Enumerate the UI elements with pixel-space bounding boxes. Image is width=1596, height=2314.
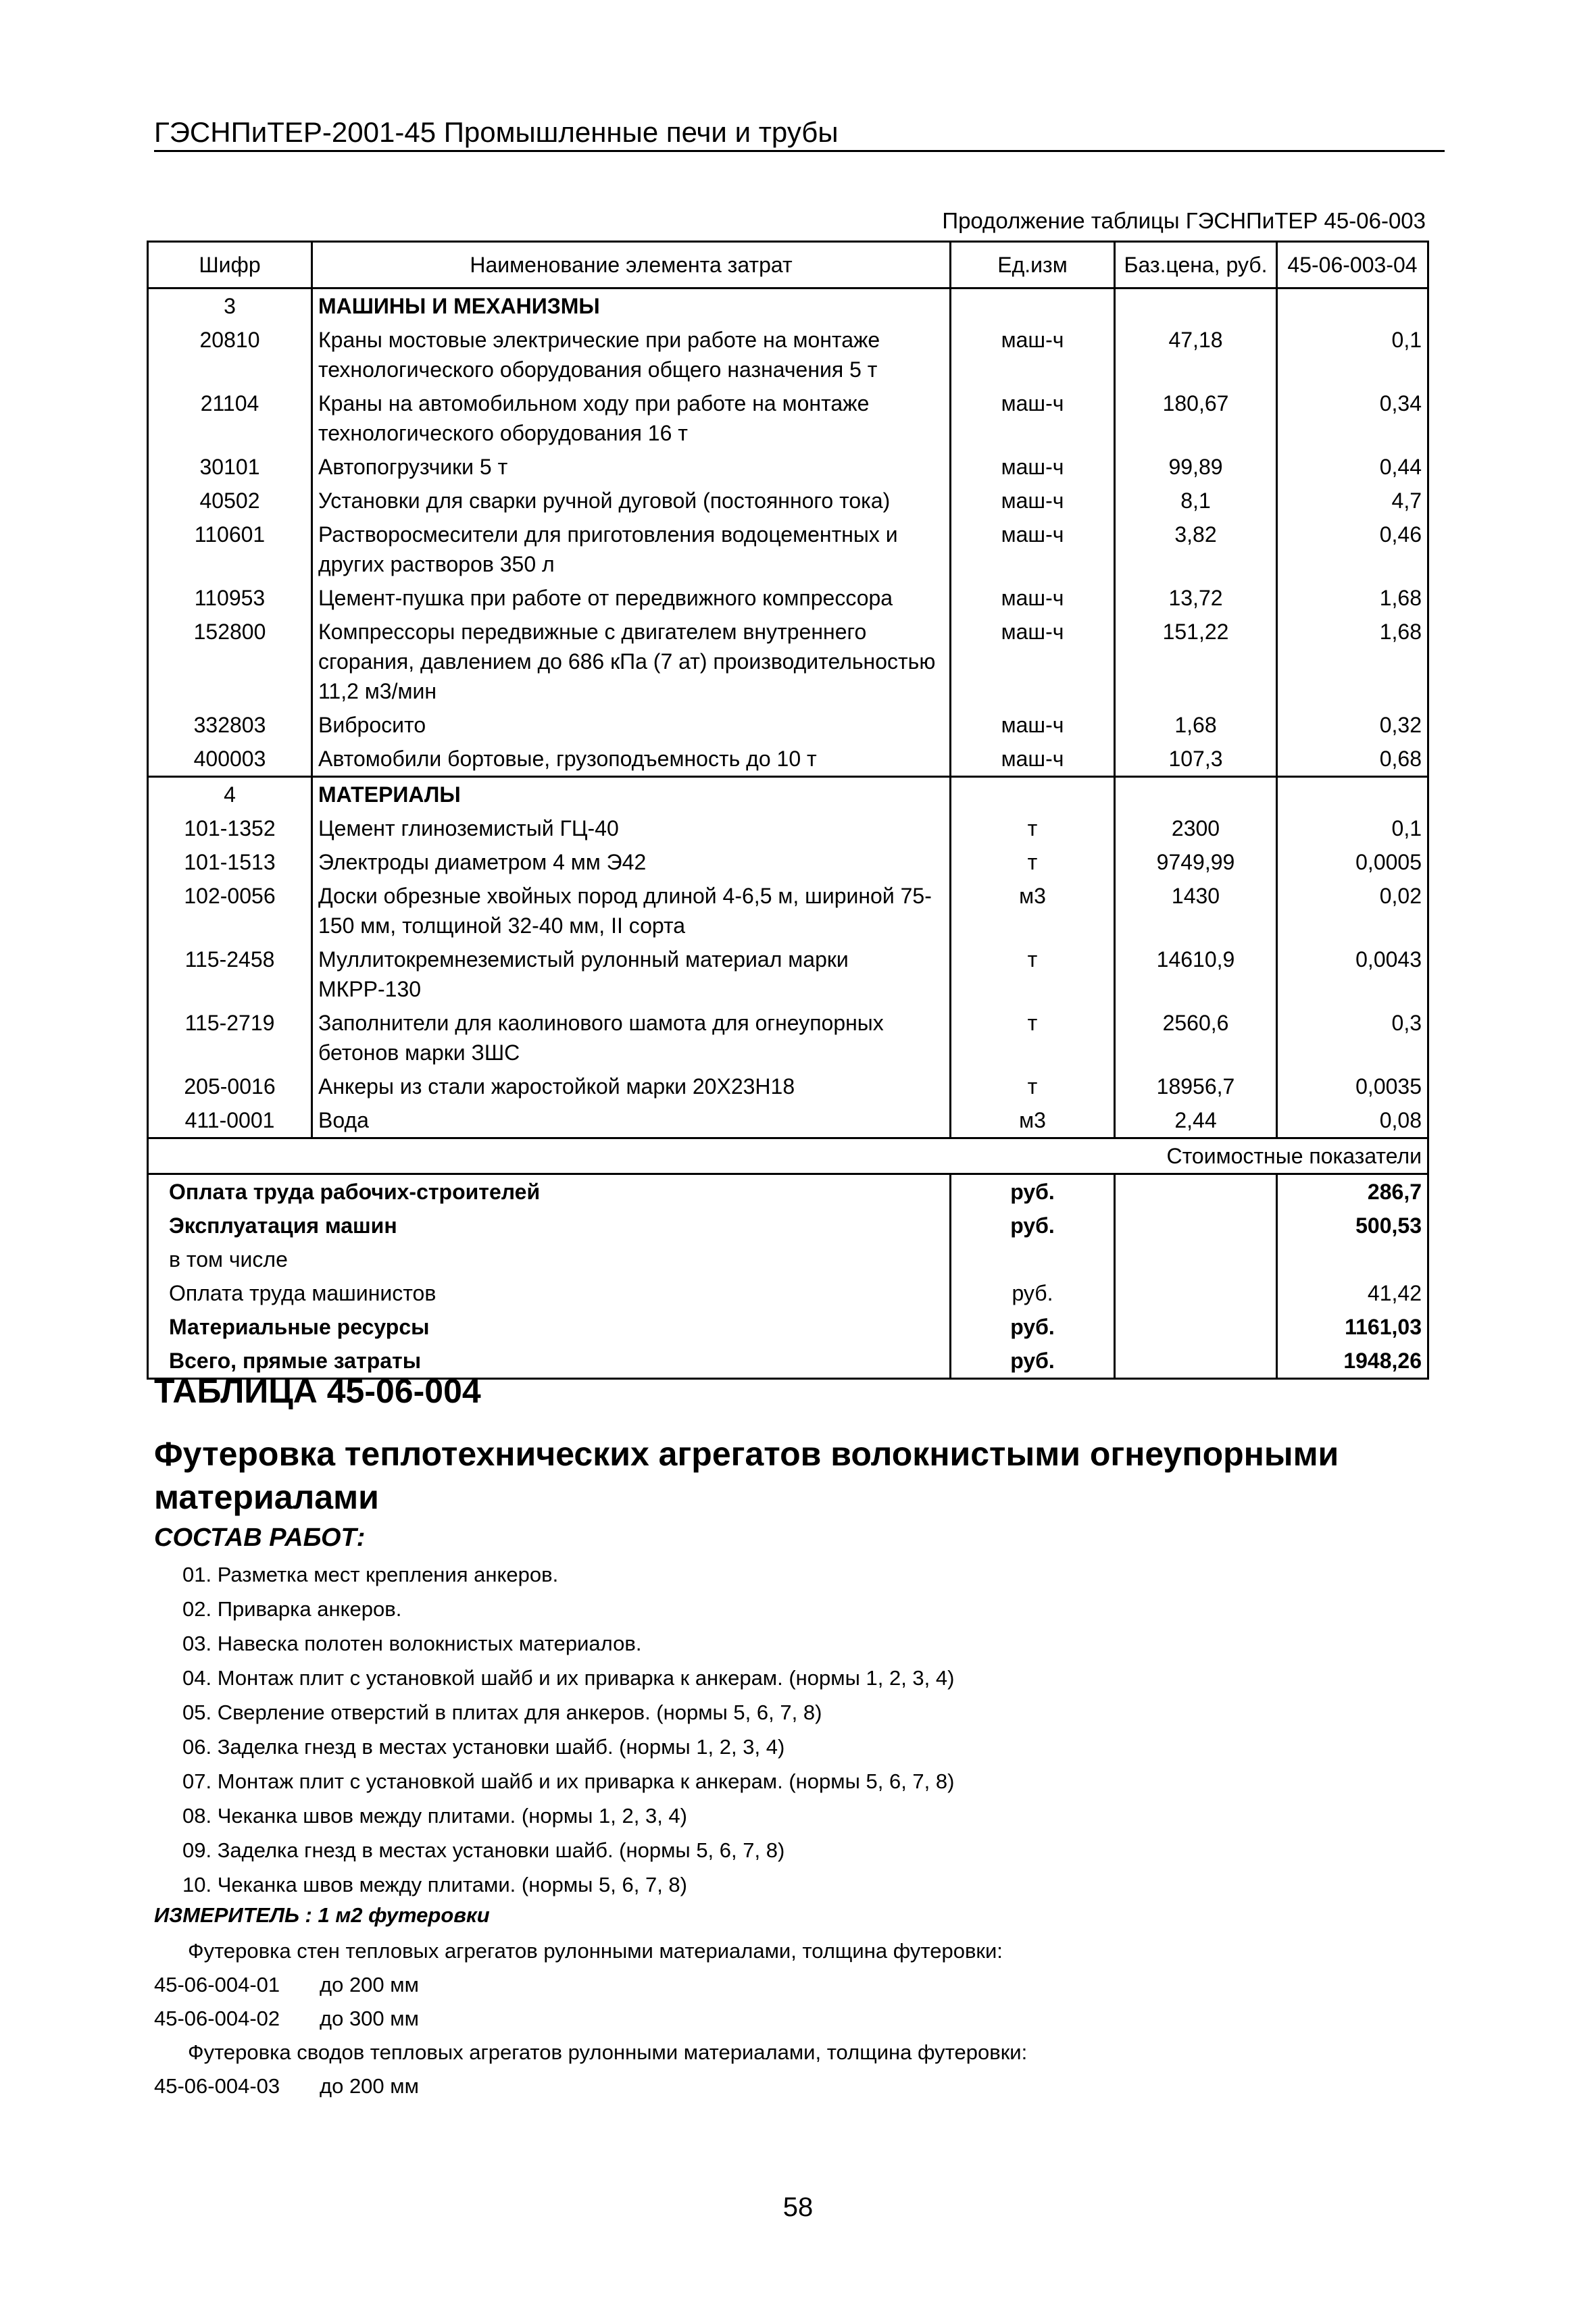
resource-code: 115-2719: [148, 1006, 312, 1070]
summary-label: Оплата труда машинистов: [148, 1276, 951, 1310]
resource-name: Установки для сварки ручной дуговой (постоянного тока): [312, 484, 951, 518]
resource-code: 205-0016: [148, 1070, 312, 1103]
summary-unit: [951, 1242, 1115, 1276]
resource-price: 99,89: [1115, 450, 1277, 484]
table-row: [148, 386, 1428, 450]
table-header-row: [148, 242, 1428, 288]
resource-unit: маш-ч: [951, 615, 1115, 708]
summary-unit: руб.: [951, 1174, 1115, 1209]
works-label: СОСТАВ РАБОТ:: [154, 1524, 366, 1552]
resource-table: [147, 241, 1429, 1380]
resource-name: Вода: [312, 1103, 951, 1138]
resource-unit: м3: [951, 1103, 1115, 1138]
table-row: [148, 942, 1428, 1006]
col-header-code: Шифр: [148, 242, 312, 288]
work-item: 04. Монтаж плит с установкой шайб и их приварка к анкерам. (нормы 1, 2, 3, 4): [182, 1666, 955, 1690]
resource-name: Электроды диаметром 4 мм Э42: [312, 845, 951, 879]
table-row: [148, 1070, 1428, 1103]
resource-unit: маш-ч: [951, 708, 1115, 742]
resource-norm: 0,02: [1277, 879, 1428, 942]
resource-norm: 0,0005: [1277, 845, 1428, 879]
section-row: [148, 777, 1428, 812]
resource-price: 47,18: [1115, 323, 1277, 386]
resource-unit: т: [951, 1070, 1115, 1103]
resource-norm: 4,7: [1277, 484, 1428, 518]
work-item: 05. Сверление отверстий в плитах для анкеров. (нормы 5, 6, 7, 8): [182, 1701, 822, 1724]
resource-code: 101-1352: [148, 811, 312, 845]
section-number: 3: [148, 288, 312, 324]
summary-label: в том числе: [148, 1242, 951, 1276]
section-number: 4: [148, 777, 312, 812]
table-row: [148, 879, 1428, 942]
resource-price: 180,67: [1115, 386, 1277, 450]
table-row: [148, 742, 1428, 777]
summary-label: Всего, прямые затраты: [148, 1344, 951, 1379]
resource-name: Автомобили бортовые, грузоподъемность до 10 т: [312, 742, 951, 777]
resource-code: 110601: [148, 518, 312, 581]
norm-row: [154, 2074, 419, 2098]
table-row: [148, 1103, 1428, 1138]
work-item: 06. Заделка гнезд в местах установки шайб. (нормы 1, 2, 3, 4): [182, 1735, 785, 1759]
empty-cell: [1115, 1209, 1277, 1242]
resource-name: Краны мостовые электрические при работе на монтаже технологического оборудования общего назначения 5 т: [312, 323, 951, 386]
summary-row: [148, 1242, 1428, 1276]
empty-cell: [951, 777, 1115, 812]
summary-unit: руб.: [951, 1209, 1115, 1242]
empty-cell: [1115, 777, 1277, 812]
resource-norm: 0,68: [1277, 742, 1428, 777]
next-table-title: ТАБЛИЦА 45-06-004: [154, 1372, 481, 1410]
norm-text: до 200 мм: [320, 1973, 419, 1996]
resource-unit: маш-ч: [951, 323, 1115, 386]
summary-value: 286,7: [1277, 1174, 1428, 1209]
summary-unit: руб.: [951, 1310, 1115, 1344]
norm-code: 45-06-004-03: [154, 2074, 280, 2098]
work-item: 10. Чеканка швов между плитами. (нормы 5, 6, 7, 8): [182, 1873, 687, 1896]
resource-unit: маш-ч: [951, 581, 1115, 615]
walls-description: Футеровка стен тепловых агрегатов рулонными материалами, толщина футеровки:: [188, 1939, 1003, 1963]
resource-name: Заполнители для каолинового шамота для огнеупорных бетонов марки ЗШС: [312, 1006, 951, 1070]
resource-price: 3,82: [1115, 518, 1277, 581]
norm-code: 45-06-004-01: [154, 1973, 280, 1996]
resource-unit: т: [951, 942, 1115, 1006]
vaults-description: Футеровка сводов тепловых агрегатов рулонными материалами, толщина футеровки:: [188, 2040, 1028, 2064]
resource-name: Доски обрезные хвойных пород длиной 4-6,5 м, шириной 75-150 мм, толщиной 32-40 мм, II сорта: [312, 879, 951, 942]
resource-norm: 0,34: [1277, 386, 1428, 450]
resource-price: 151,22: [1115, 615, 1277, 708]
resource-code: 101-1513: [148, 845, 312, 879]
table-row: [148, 484, 1428, 518]
resource-name: Цемент глиноземистый ГЦ-40: [312, 811, 951, 845]
col-header-norm: 45-06-003-04: [1277, 242, 1428, 288]
section-name: МАШИНЫ И МЕХАНИЗМЫ: [312, 288, 951, 324]
resource-code: 332803: [148, 708, 312, 742]
resource-unit: т: [951, 845, 1115, 879]
resource-norm: 0,1: [1277, 323, 1428, 386]
resource-unit: маш-ч: [951, 386, 1115, 450]
resource-code: 411-0001: [148, 1103, 312, 1138]
table-row: [148, 811, 1428, 845]
resource-name: Краны на автомобильном ходу при работе на монтаже технологического оборудования 16 т: [312, 386, 951, 450]
resource-price: 14610,9: [1115, 942, 1277, 1006]
resource-unit: м3: [951, 879, 1115, 942]
resource-code: 400003: [148, 742, 312, 777]
resource-unit: маш-ч: [951, 450, 1115, 484]
resource-price: 9749,99: [1115, 845, 1277, 879]
empty-cell: [1115, 288, 1277, 324]
work-item: 01. Разметка мест крепления анкеров.: [182, 1563, 559, 1586]
resource-name: Растворосмесители для приготовления водоцементных и других растворов 350 л: [312, 518, 951, 581]
table-row: [148, 1006, 1428, 1070]
resource-table-body: [148, 242, 1428, 1379]
table-row: [148, 581, 1428, 615]
empty-cell: [951, 288, 1115, 324]
resource-price: 8,1: [1115, 484, 1277, 518]
summary-value: 1161,03: [1277, 1310, 1428, 1344]
resource-price: 2300: [1115, 811, 1277, 845]
resource-price: 2,44: [1115, 1103, 1277, 1138]
col-header-unit: Ед.изм: [951, 242, 1115, 288]
works-list: [182, 1557, 954, 1902]
resource-unit: т: [951, 1006, 1115, 1070]
resource-code: 21104: [148, 386, 312, 450]
resource-code: 115-2458: [148, 942, 312, 1006]
resource-price: 2560,6: [1115, 1006, 1277, 1070]
summary-label: Эксплуатация машин: [148, 1209, 951, 1242]
table-row: [148, 845, 1428, 879]
summary-label: Материальные ресурсы: [148, 1310, 951, 1344]
resource-norm: 1,68: [1277, 581, 1428, 615]
empty-cell: [1115, 1242, 1277, 1276]
work-item: 02. Приварка анкеров.: [182, 1597, 402, 1621]
norm-code: 45-06-004-02: [154, 2007, 280, 2030]
next-table-subtitle: Футеровка теплотехнических агрегатов волокнистыми огнеупорными материалами: [154, 1435, 1339, 1516]
table-row: [148, 450, 1428, 484]
summary-row: [148, 1310, 1428, 1344]
summary-row: [148, 1174, 1428, 1209]
col-header-name: Наименование элемента затрат: [312, 242, 951, 288]
table-row: [148, 615, 1428, 708]
resource-unit: маш-ч: [951, 484, 1115, 518]
resource-code: 30101: [148, 450, 312, 484]
resource-price: 107,3: [1115, 742, 1277, 777]
resource-norm: 0,46: [1277, 518, 1428, 581]
empty-cell: [1277, 777, 1428, 812]
resource-price: 1430: [1115, 879, 1277, 942]
resource-code: 110953: [148, 581, 312, 615]
cost-header-row: [148, 1138, 1428, 1174]
resource-unit: маш-ч: [951, 518, 1115, 581]
resource-norm: 1,68: [1277, 615, 1428, 708]
norm-row: [154, 1973, 419, 1997]
summary-value: 1948,26: [1277, 1344, 1428, 1379]
work-item: 07. Монтаж плит с установкой шайб и их приварка к анкерам. (нормы 5, 6, 7, 8): [182, 1769, 955, 1793]
table-row: [148, 518, 1428, 581]
measurer: ИЗМЕРИТЕЛЬ : 1 м2 футеровки: [154, 1903, 490, 1927]
resource-code: 102-0056: [148, 879, 312, 942]
summary-label: Оплата труда рабочих-строителей: [148, 1174, 951, 1209]
cost-header: Стоимостные показатели: [148, 1138, 1428, 1174]
section-name: МАТЕРИАЛЫ: [312, 777, 951, 812]
summary-row: [148, 1209, 1428, 1242]
resource-code: 20810: [148, 323, 312, 386]
empty-cell: [1115, 1344, 1277, 1379]
summary-value: 500,53: [1277, 1209, 1428, 1242]
empty-cell: [1115, 1310, 1277, 1344]
summary-row: [148, 1276, 1428, 1310]
work-item: 09. Заделка гнезд в местах установки шайб. (нормы 5, 6, 7, 8): [182, 1838, 785, 1862]
resource-code: 152800: [148, 615, 312, 708]
summary-unit: руб.: [951, 1344, 1115, 1379]
table-row: [148, 708, 1428, 742]
resource-norm: 0,0035: [1277, 1070, 1428, 1103]
resource-price: 13,72: [1115, 581, 1277, 615]
table-row: [148, 323, 1428, 386]
resource-name: Вибросито: [312, 708, 951, 742]
resource-name: Муллитокремнеземистый рулонный материал марки МКРР-130: [312, 942, 951, 1006]
running-title: ГЭСНПиТЕР-2001-45 Промышленные печи и трубы: [154, 115, 1445, 152]
resource-name: Анкеры из стали жаростойкой марки 20Х23Н18: [312, 1070, 951, 1103]
page-number: 58: [782, 2192, 814, 2222]
resource-unit: маш-ч: [951, 742, 1115, 777]
resource-name: Компрессоры передвижные с двигателем внутреннего сгорания, давлением до 686 кПа (7 ат) производительностью 11,2 м3/мин: [312, 615, 951, 708]
norm-row: [154, 2007, 419, 2031]
resource-price: 1,68: [1115, 708, 1277, 742]
resource-name: Автопогрузчики 5 т: [312, 450, 951, 484]
resource-unit: т: [951, 811, 1115, 845]
summary-value: [1277, 1242, 1428, 1276]
empty-cell: [1115, 1174, 1277, 1209]
resource-norm: 0,1: [1277, 811, 1428, 845]
resource-norm: 0,3: [1277, 1006, 1428, 1070]
resource-norm: 0,32: [1277, 708, 1428, 742]
resource-code: 40502: [148, 484, 312, 518]
col-header-price: Баз.цена, руб.: [1115, 242, 1277, 288]
resource-norm: 0,08: [1277, 1103, 1428, 1138]
norm-text: до 200 мм: [320, 2074, 419, 2098]
summary-value: 41,42: [1277, 1276, 1428, 1310]
empty-cell: [1277, 288, 1428, 324]
work-item: 03. Навеска полотен волокнистых материалов.: [182, 1632, 642, 1655]
resource-price: 18956,7: [1115, 1070, 1277, 1103]
resource-norm: 0,0043: [1277, 942, 1428, 1006]
section-row: [148, 288, 1428, 324]
summary-unit: руб.: [951, 1276, 1115, 1310]
work-item: 08. Чеканка швов между плитами. (нормы 1, 2, 3, 4): [182, 1804, 687, 1828]
continuation-caption: Продолжение таблицы ГЭСНПиТЕР 45-06-003: [942, 208, 1426, 233]
resource-norm: 0,44: [1277, 450, 1428, 484]
norm-text: до 300 мм: [320, 2007, 419, 2030]
empty-cell: [1115, 1276, 1277, 1310]
resource-name: Цемент-пушка при работе от передвижного компрессора: [312, 581, 951, 615]
